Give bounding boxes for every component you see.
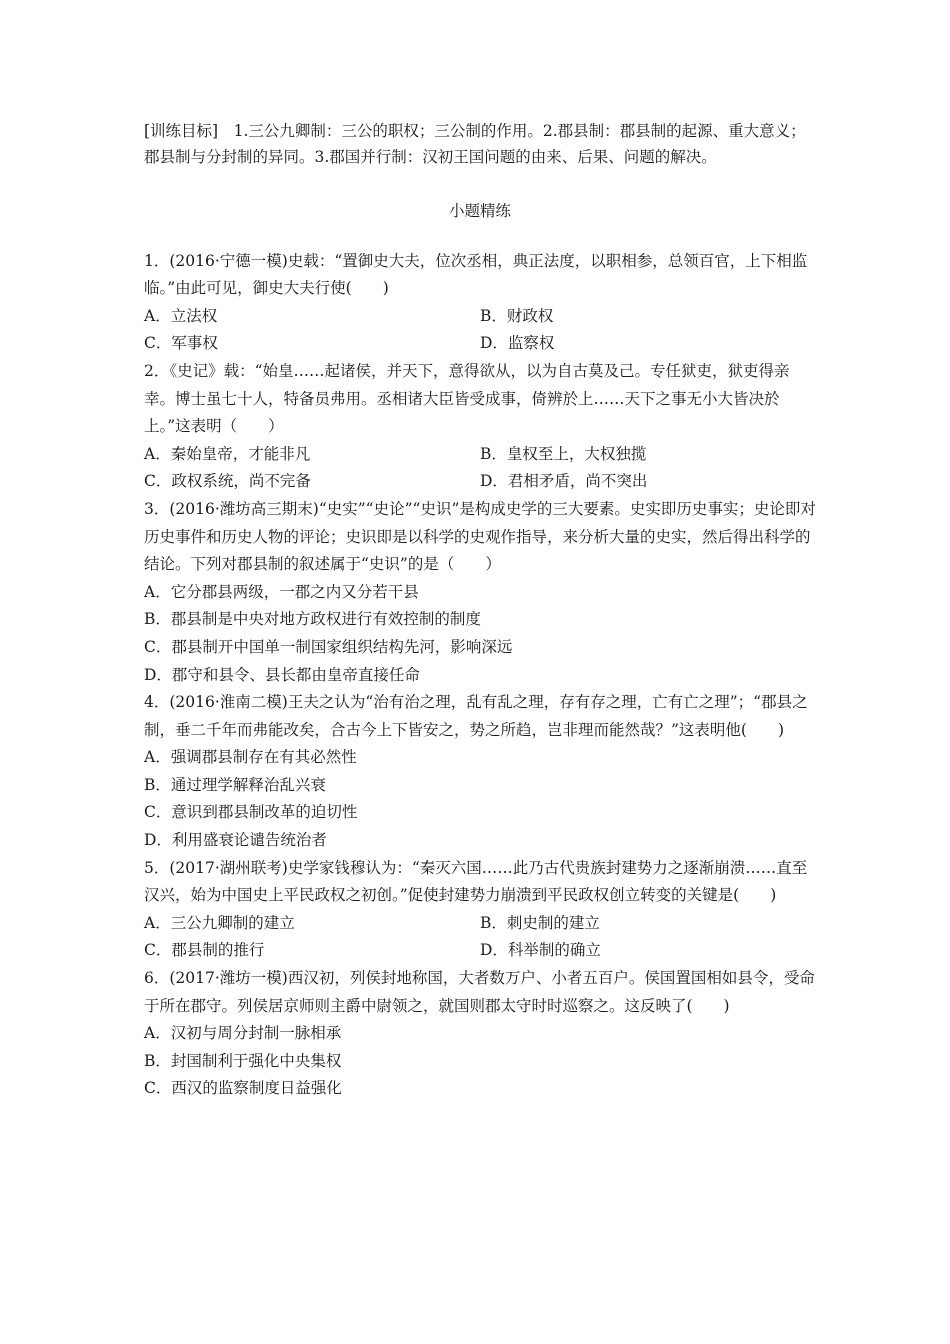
option-row bbox=[144, 303, 816, 331]
question-5 bbox=[144, 855, 816, 965]
option-b: B．封国制利于强化中央集权 bbox=[144, 1051, 342, 1070]
question-stem: 3．(2016·潍坊高三期末)“史实”“史论”“史识”是构成史学的三大要素。史实即历史事实；史论即对历史事件和历史人物的评论；史识即是以科学的史观作指导，来分析大量的史实，然后得出科学的结论。下列对郡县制的叙述属于“史识”的是（ ） bbox=[144, 499, 816, 574]
question-6 bbox=[144, 965, 816, 1103]
option-b: B．通过理学解释治乱兴衰 bbox=[144, 775, 326, 794]
question-2 bbox=[144, 358, 816, 496]
option-d: D．郡守和县令、县长都由皇帝直接任命 bbox=[144, 665, 420, 684]
training-goal: [训练目标] 1.三公九卿制：三公的职权；三公制的作用。2.郡县制：郡县制的起源、重大意义；郡县制与分封制的异同。3.郡国并行制：汉初王国问题的由来、后果、问题的解决。 bbox=[144, 122, 806, 166]
option-a: A．强调郡县制存在有其必然性 bbox=[144, 748, 357, 767]
option-a: A．秦始皇帝，才能非凡 bbox=[144, 444, 311, 463]
question-stem: 5．(2017·湖州联考)史学家钱穆认为：“秦灭六国……此乃古代贵族封建势力之逐渐崩溃……直至汉兴，始为中国史上平民政权之初创。”促使封建势力崩溃到平民政权创立转变的关键是( ) bbox=[144, 858, 808, 905]
question-1 bbox=[144, 248, 816, 358]
question-stem: 2．《史记》载：“始皇……起诸侯，并天下，意得欲从，以为自古莫及己。专任狱吏，狱吏得亲幸。博士虽七十人，特备员弗用。丞相诸大臣皆受成事，倚辨於上……天下之事无小大皆决於上。”这表明（ ） bbox=[144, 361, 790, 436]
option-c: C．意识到郡县制改革的迫切性 bbox=[144, 803, 358, 822]
option-a: A．立法权 bbox=[144, 306, 218, 325]
option-row bbox=[144, 441, 816, 469]
option-c: C．军事权 bbox=[144, 334, 218, 353]
option-c: C．郡县制的推行 bbox=[144, 941, 265, 960]
option-row bbox=[144, 937, 816, 965]
option-row bbox=[144, 468, 816, 496]
question-stem: 6．(2017·潍坊一模)西汉初，列侯封地称国，大者数万户、小者五百户。侯国置国相如县令，受命于所在郡守。列侯居京师则主爵中尉领之，就国则郡太守时时巡察之。这反映了( ) bbox=[144, 969, 815, 1015]
option-c: C．政权系统，尚不完备 bbox=[144, 472, 311, 491]
option-a: A．三公九卿制的建立 bbox=[144, 913, 295, 932]
option-c: C．西汉的监察制度日益强化 bbox=[144, 1079, 342, 1098]
option-b: B．刺史制的建立 bbox=[480, 913, 600, 932]
option-b: B．皇权至上，大权独揽 bbox=[480, 444, 647, 463]
question-stem: 1．(2016·宁德一模)史载：“置御史大夫，位次丞相，典正法度，以职相参，总领百官，上下相监临。”由此可见，御史大夫行使( ) bbox=[144, 251, 808, 298]
option-a: A．汉初与周分封制一脉相承 bbox=[144, 1024, 342, 1043]
option-a: A．它分郡县两级，一郡之内又分若干县 bbox=[144, 582, 419, 601]
question-stem: 4．(2016·淮南二模)王夫之认为“治有治之理，乱有乱之理，存有存之理，亡有亡之理”；“郡县之制，垂二千年而弗能改矣，合古今上下皆安之，势之所趋，岂非理而能然哉？”这表明他( ) bbox=[144, 693, 808, 739]
option-b: B．财政权 bbox=[480, 306, 554, 325]
question-4 bbox=[144, 689, 816, 855]
option-d: D．利用盛衰论谴告统治者 bbox=[144, 831, 327, 850]
option-d: D．监察权 bbox=[480, 334, 555, 353]
document-page bbox=[144, 118, 816, 1103]
section-title: 小题精练 bbox=[448, 202, 511, 220]
option-row bbox=[144, 330, 816, 358]
option-b: B．郡县制是中央对地方政权进行有效控制的制度 bbox=[144, 610, 481, 629]
option-d: D．君相矛盾，尚不突出 bbox=[480, 472, 648, 491]
option-row bbox=[144, 910, 816, 938]
option-c: C．郡县制开中国单一制国家组织结构先河，影响深远 bbox=[144, 637, 513, 656]
question-3 bbox=[144, 496, 816, 689]
option-d: D．科举制的确立 bbox=[480, 941, 601, 960]
